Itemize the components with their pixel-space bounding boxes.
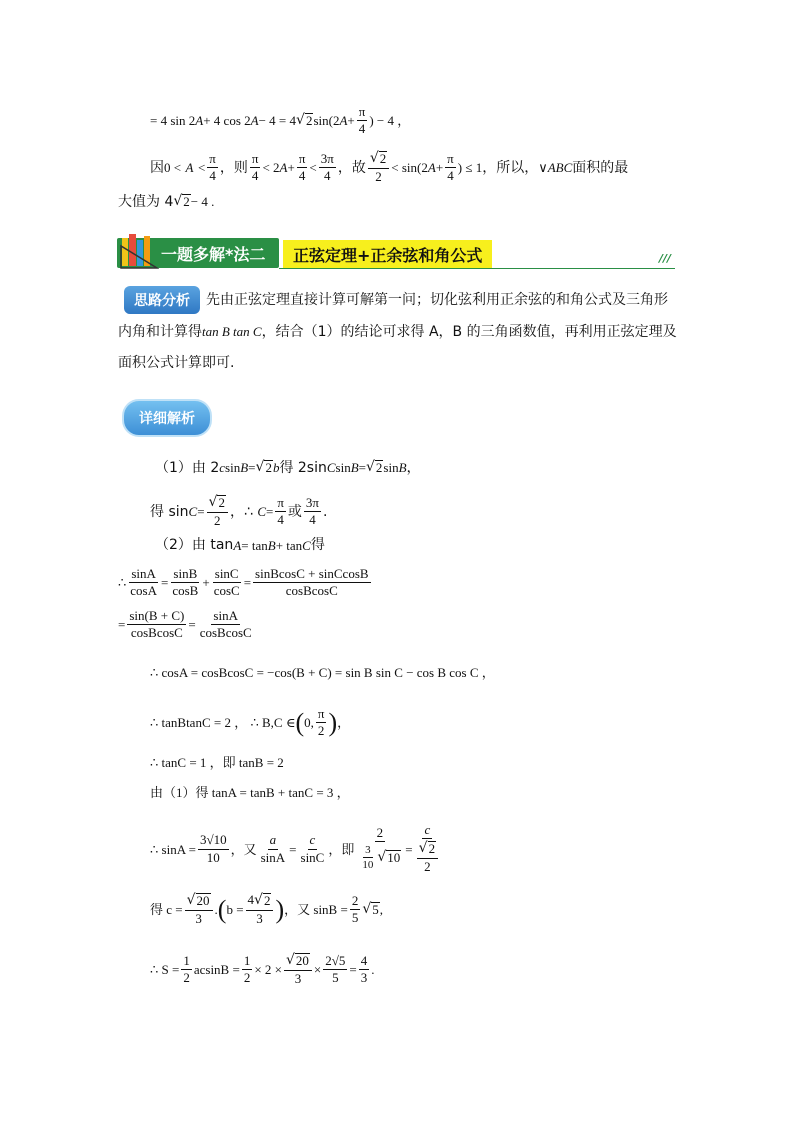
banner-method-label: 一题多解*法二 (161, 245, 266, 264)
detail-line-4: ∴ $\frac{\sin A}{\cos A}$ = $\frac{\sin B}{\cos B}$ + $\frac{\sin C}{\cos C}$ = $\frac{\text{sinBcosC + sinCcosB}}{\text{cosBcosC}}$ (118, 566, 369, 599)
analysis-badge: 思路分析 (124, 286, 200, 314)
fraction: $\frac{\pi}{4}$ (209, 150, 216, 184)
banner-rule (279, 268, 675, 269)
detail-line-10: ∴ sinA = $\frac{3√10}{10}$ ，又 $\frac{a}{\sin A}$ = $\frac{c}{\sin C}$ ，即 2 $\frac{3}{10}$ √ 10 = c √ 2 2 (150, 822, 442, 877)
detail-badge: 详细解析 (122, 399, 212, 437)
detail-line-3: （2）由 tan A = tan B + tan C 得 (155, 537, 325, 553)
fraction: $\frac{\pi}{4}$ (358, 104, 366, 137)
detail-line-5: = $\frac{\sin(B + C)}{\text{cosBcosC}}$ = $\frac{\sin A}{\text{cosBcosC}}$ (118, 608, 252, 641)
detail-line-11: 得 c = √ 20 3 . ( b = 4 √ 2 3 ) ，又 sinB = $\frac{2}{5}$ √ 5 , (150, 892, 383, 926)
equation-line-2: 因 0 < A < $\frac{\pi}{4}$ ，则 $\frac{\pi}{4}$ < 2 A + $\frac{\pi}{4}$ < $\frac{3\pi}{4}$ ，故 √ 2 2 < sin(2 A + $\frac{\pi}{4}$ ) ≤ 1 ，所以， ∨ ABC 面积的最 (150, 150, 629, 184)
fraction: $\frac{3\pi}{4}$ (320, 150, 334, 184)
detail-line-6: ∴ cosA = cosBcosC = −cos(B + C) = sin B sin C − cos B cos C ， (150, 665, 495, 680)
equation-line-3: 大值为 4 √ 2 − 4 . (118, 193, 215, 210)
equation-line-1: = 4 sin 2 A + 4 cos 2 A − 4 = 4 √ 2 sin(2 A + $\frac{\pi}{4}$ ) − 4 ， (150, 104, 411, 137)
fraction: $\frac{\pi}{4}$ (447, 150, 454, 184)
sqrt: √ 2 (173, 193, 190, 209)
detail-line-12: ∴ S = $\frac{1}{2}$ acsinB = $\frac{1}{2}$ × 2 × √ 20 3 × $\frac{2√5}{5}$ = $\frac{4}{3}$ . (150, 952, 375, 986)
detail-line-7: ∴ tanBtanC = 2 ， ∴ B,C ∈ ( 0, $\frac{\pi}{2}$ ) ， (150, 706, 351, 739)
fraction: $\frac{\pi}{4}$ (298, 150, 306, 184)
sqrt: √ 2 (296, 111, 313, 128)
books-ruler-icon (119, 232, 159, 270)
detail-line-2: 得 sin C = √ 2 2 ，∴ C = $\frac{\pi}{4}$ 或 $\frac{3\pi}{4}$ . (150, 494, 328, 528)
detail-line-8: ∴ tanC = 1 ，即 tanB = 2 (150, 755, 284, 770)
fraction: $\frac{\pi}{4}$ (251, 150, 259, 184)
method-banner (117, 232, 675, 272)
detail-line-1: （1）由 2 c sin B = √ 2 b 得 2sin C sin B = √ 2 sin B ， (155, 459, 421, 476)
banner-slashes: /// (658, 252, 671, 265)
analysis-paragraph: 先由正弦定理直接计算可解第一问；切化弦利用正余弦的和角公式及三角形内角和计算得tan B tan C，结合（1）的结论可求得 A，B 的三角函数值，再利用正弦定理及面积公式计算即可. (118, 292, 677, 371)
banner-title: 正弦定理+正余弦和角公式 (283, 240, 492, 268)
fraction: √ 2 2 (368, 150, 389, 185)
detail-line-9: 由（1）得 tanA = tanB + tanC = 3 ， (150, 785, 350, 800)
